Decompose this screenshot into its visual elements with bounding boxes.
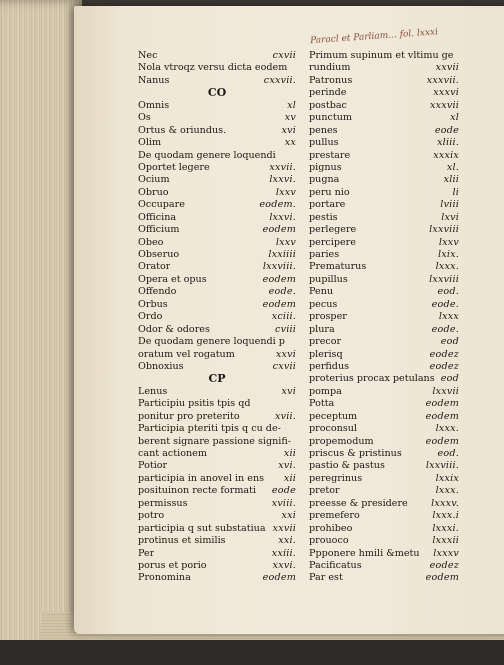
index-entry bbox=[309, 212, 459, 224]
entry-term: Obeo bbox=[138, 236, 164, 248]
index-entry bbox=[309, 398, 459, 410]
entry-term: pretor bbox=[309, 485, 340, 497]
index-entry bbox=[309, 249, 459, 261]
entry-term: pecus bbox=[309, 298, 338, 310]
index-entry bbox=[309, 349, 459, 361]
entry-folio: eodem bbox=[425, 410, 459, 422]
entry-folio: eode bbox=[434, 124, 459, 136]
entry-folio: lxxviii. bbox=[262, 261, 296, 273]
index-entry bbox=[138, 162, 296, 174]
entry-term: oratum vel rogatum bbox=[138, 348, 235, 360]
index-entry bbox=[309, 100, 459, 112]
entry-term: Os bbox=[138, 112, 151, 124]
entry-folio: lxxx. bbox=[435, 423, 459, 435]
entry-folio: eod. bbox=[437, 448, 459, 459]
index-entry bbox=[309, 436, 459, 448]
index-entry bbox=[138, 336, 296, 348]
entry-folio: lxvi bbox=[441, 211, 459, 223]
entry-term: perlegere bbox=[309, 224, 357, 236]
entry-folio: xxxvii bbox=[430, 99, 459, 111]
entry-term: Ppponere hmili &metu bbox=[309, 547, 420, 559]
index-entry bbox=[309, 137, 459, 149]
entry-term: Nola vtroqz versu dicta eodem bbox=[138, 62, 288, 74]
entry-term: precor bbox=[309, 336, 342, 348]
index-entry bbox=[138, 548, 296, 560]
entry-term: berent signare passione signifi- bbox=[138, 435, 291, 447]
entry-folio: eode bbox=[271, 485, 296, 497]
entry-term: Ordo bbox=[138, 311, 163, 323]
entry-term: prestare bbox=[309, 149, 351, 161]
entry-folio: eodem bbox=[262, 273, 296, 285]
entry-folio: xvi bbox=[281, 124, 296, 136]
entry-term: ponitur pro preterito bbox=[138, 410, 240, 422]
entry-folio: lxxxi. bbox=[432, 522, 459, 534]
entry-term: percipere bbox=[309, 236, 356, 248]
index-entry bbox=[138, 436, 296, 448]
index-entry bbox=[138, 411, 296, 423]
index-entry bbox=[138, 224, 296, 236]
background bbox=[0, 640, 504, 665]
entry-folio: xxiii. bbox=[271, 547, 296, 559]
entry-folio: lxxvii bbox=[432, 385, 459, 397]
entry-term: Officium bbox=[138, 224, 180, 236]
index-entry bbox=[309, 62, 459, 74]
section-heading bbox=[138, 373, 296, 385]
index-entry bbox=[138, 137, 296, 149]
entry-term: posituinon recte formati bbox=[138, 485, 257, 497]
entry-term: pullus bbox=[309, 137, 339, 149]
entry-folio: cxxvii. bbox=[263, 74, 296, 86]
index-entry bbox=[309, 150, 459, 162]
index-entry bbox=[138, 460, 296, 472]
index-entry bbox=[309, 423, 459, 435]
index-entry bbox=[309, 510, 459, 522]
entry-folio: li bbox=[452, 186, 459, 198]
entry-term: De quodam genere loquendi p bbox=[138, 336, 285, 348]
entry-folio: eodem bbox=[262, 572, 296, 584]
index-entry bbox=[138, 349, 296, 361]
entry-term: Potta bbox=[309, 398, 335, 410]
entry-folio: lxxxii bbox=[432, 535, 459, 547]
index-entry bbox=[138, 535, 296, 547]
entry-term: pignus bbox=[309, 161, 342, 173]
entry-folio: eodez bbox=[429, 559, 459, 571]
entry-folio: xciii. bbox=[271, 311, 296, 323]
entry-term: participia q sut substatiua bbox=[138, 522, 266, 534]
entry-folio: eodem bbox=[262, 224, 296, 236]
entry-folio: xl bbox=[287, 99, 296, 111]
entry-folio: xliii. bbox=[437, 137, 459, 149]
entry-term: Obnoxius bbox=[138, 360, 184, 372]
entry-term: Orbus bbox=[138, 298, 168, 310]
index-entry bbox=[309, 174, 459, 186]
index-entry bbox=[138, 100, 296, 112]
index-entry bbox=[138, 560, 296, 572]
entry-folio: eod. bbox=[437, 286, 459, 298]
index-entry bbox=[309, 386, 459, 398]
entry-term: CP bbox=[208, 373, 226, 386]
index-entry bbox=[138, 199, 296, 211]
entry-term: Occupare bbox=[138, 199, 185, 211]
entry-folio: eode. bbox=[431, 323, 459, 335]
entry-term: porus et porio bbox=[138, 559, 207, 571]
entry-term: Oportet legere bbox=[138, 161, 210, 173]
entry-folio: lxxxv bbox=[433, 547, 459, 559]
entry-term: Nanus bbox=[138, 74, 170, 86]
entry-term: pastio & pastus bbox=[309, 460, 385, 472]
index-entry bbox=[138, 386, 296, 398]
index-column-left bbox=[138, 50, 296, 585]
index-entry bbox=[309, 112, 459, 124]
entry-folio: xxvii bbox=[435, 62, 459, 74]
entry-term: perfidus bbox=[309, 360, 350, 372]
index-entry bbox=[309, 485, 459, 497]
section-heading bbox=[138, 87, 296, 99]
index-entry bbox=[138, 324, 296, 336]
entry-term: pompa bbox=[309, 385, 342, 397]
entry-term: punctum bbox=[309, 112, 353, 124]
index-entry bbox=[138, 398, 296, 410]
index-entry bbox=[138, 237, 296, 249]
entry-term: paries bbox=[309, 249, 340, 260]
index-entry bbox=[138, 150, 296, 162]
entry-term: Patronus bbox=[309, 74, 353, 86]
entry-folio: xxxvi bbox=[433, 87, 459, 99]
index-entry bbox=[309, 523, 459, 535]
entry-term: Lenus bbox=[138, 385, 168, 397]
index-entry bbox=[309, 361, 459, 373]
index-entry bbox=[309, 311, 459, 323]
index-entry bbox=[309, 373, 459, 385]
entry-term: proconsul bbox=[309, 423, 358, 435]
entry-folio: eode. bbox=[268, 286, 296, 298]
index-entry bbox=[138, 249, 296, 261]
entry-folio: cxvii bbox=[272, 360, 296, 372]
index-entry bbox=[309, 162, 459, 174]
entry-folio: xl bbox=[450, 112, 459, 124]
entry-term: Nec bbox=[138, 50, 158, 61]
index-entry bbox=[309, 336, 459, 348]
entry-term: peceptum bbox=[309, 410, 358, 422]
entry-folio: eodez bbox=[429, 360, 459, 372]
entry-term: De quodam genere loquendi bbox=[138, 149, 276, 161]
index-entry bbox=[138, 112, 296, 124]
entry-folio: eodem bbox=[425, 435, 459, 447]
entry-term: Omnis bbox=[138, 99, 170, 111]
index-entry bbox=[309, 187, 459, 199]
index-entry bbox=[309, 237, 459, 249]
index-entry bbox=[138, 473, 296, 485]
index-entry bbox=[138, 274, 296, 286]
index-entry bbox=[309, 324, 459, 336]
index-entry bbox=[309, 473, 459, 485]
entry-term: permissus bbox=[138, 497, 188, 509]
entry-term: priscus & pristinus bbox=[309, 448, 402, 459]
entry-term: Participia pteriti tpis q cu de- bbox=[138, 423, 281, 435]
entry-term: perinde bbox=[309, 87, 347, 99]
entry-folio: lxxx bbox=[438, 311, 459, 323]
entry-folio: lxxv bbox=[438, 236, 459, 248]
index-entry bbox=[138, 423, 296, 435]
index-entry bbox=[309, 460, 459, 472]
entry-folio: xv bbox=[284, 112, 296, 124]
index-entry bbox=[309, 274, 459, 286]
index-entry bbox=[138, 125, 296, 137]
index-entry bbox=[138, 361, 296, 373]
entry-folio: cxvii bbox=[272, 50, 296, 61]
entry-folio: lviii bbox=[440, 199, 459, 211]
entry-term: Ocium bbox=[138, 174, 170, 186]
entry-term: proterius procax petulans bbox=[309, 373, 435, 385]
entry-folio: eodez bbox=[429, 348, 459, 360]
entry-folio: xx bbox=[284, 137, 296, 149]
entry-term: Obseruo bbox=[138, 249, 180, 260]
index-entry bbox=[309, 286, 459, 298]
entry-folio: lxxv bbox=[275, 186, 296, 198]
entry-term: Pronomina bbox=[138, 572, 191, 584]
entry-term: Olim bbox=[138, 137, 162, 149]
entry-folio: xxvi. bbox=[272, 559, 296, 571]
index-entry bbox=[138, 523, 296, 535]
index-entry bbox=[138, 75, 296, 87]
index-entry bbox=[309, 498, 459, 510]
entry-folio: eod bbox=[440, 373, 459, 385]
entry-term: Opera et opus bbox=[138, 273, 207, 285]
entry-folio: lxxx.i bbox=[432, 510, 459, 522]
index-entry bbox=[309, 50, 459, 62]
entry-folio: xlii bbox=[443, 174, 459, 186]
entry-term: Participiu psitis tpis qd bbox=[138, 398, 251, 410]
entry-folio: lxxviii bbox=[429, 224, 459, 236]
entry-folio: eodem bbox=[262, 298, 296, 310]
index-entry bbox=[138, 485, 296, 497]
entry-term: CO bbox=[207, 87, 227, 100]
entry-term: participia in anovel in ens bbox=[138, 472, 265, 484]
index-entry bbox=[138, 174, 296, 186]
index-entry bbox=[138, 187, 296, 199]
entry-term: Pacificatus bbox=[309, 559, 362, 571]
entry-folio: lxxix bbox=[435, 472, 459, 484]
index-entry bbox=[309, 224, 459, 236]
entry-folio: lxxxv. bbox=[431, 497, 459, 509]
entry-term: Par est bbox=[309, 572, 343, 584]
entry-folio: xxxvii. bbox=[426, 74, 459, 86]
entry-term: Obruo bbox=[138, 186, 169, 198]
index-entry bbox=[309, 261, 459, 273]
index-entry bbox=[309, 535, 459, 547]
index-entry bbox=[138, 261, 296, 273]
entry-folio: xii bbox=[283, 448, 296, 459]
entry-folio: xl. bbox=[446, 161, 459, 173]
entry-folio: lxxiiii bbox=[268, 249, 296, 260]
entry-term: Per bbox=[138, 547, 155, 559]
entry-folio: xii bbox=[283, 472, 296, 484]
entry-folio: lxxx. bbox=[435, 261, 459, 273]
entry-folio: lxxx. bbox=[435, 485, 459, 497]
index-entry bbox=[138, 50, 296, 62]
entry-folio: lxix. bbox=[437, 249, 459, 260]
entry-folio: xxvii bbox=[272, 522, 296, 534]
entry-term: pugna bbox=[309, 174, 340, 186]
entry-folio: xxi. bbox=[278, 535, 296, 547]
index-entry bbox=[309, 125, 459, 137]
entry-folio: lxxv bbox=[275, 236, 296, 248]
entry-term: portare bbox=[309, 199, 346, 211]
entry-term: peregrinus bbox=[309, 472, 363, 484]
index-entry bbox=[138, 286, 296, 298]
entry-term: premefero bbox=[309, 510, 360, 522]
entry-folio: eodem. bbox=[259, 199, 296, 211]
index-entry bbox=[138, 510, 296, 522]
entry-folio: lxxviii. bbox=[425, 460, 459, 472]
entry-term: postbac bbox=[309, 99, 347, 111]
entry-folio: xvi bbox=[281, 385, 296, 397]
index-entry bbox=[138, 62, 296, 74]
entry-term: prouoco bbox=[309, 535, 349, 547]
entry-folio: xxvi bbox=[275, 348, 296, 360]
index-entry bbox=[138, 498, 296, 510]
entry-folio: xvi. bbox=[278, 460, 296, 472]
entry-term: Penu bbox=[309, 286, 334, 298]
entry-term: preesse & presidere bbox=[309, 497, 408, 509]
index-entry bbox=[138, 212, 296, 224]
index-entry bbox=[138, 572, 296, 584]
entry-folio: eodem bbox=[425, 572, 459, 584]
entry-term: Primum supinum et vltimu ge bbox=[309, 50, 454, 61]
index-entry bbox=[309, 560, 459, 572]
index-column-right bbox=[309, 50, 459, 585]
entry-folio: eod bbox=[440, 336, 459, 348]
entry-folio: eode. bbox=[431, 298, 459, 310]
entry-term: Odor & odores bbox=[138, 323, 210, 335]
entry-term: Offendo bbox=[138, 286, 177, 298]
page-edges bbox=[0, 0, 82, 665]
index-entry bbox=[309, 199, 459, 211]
index-entry bbox=[309, 75, 459, 87]
entry-term: peru nio bbox=[309, 186, 350, 198]
entry-term: Officina bbox=[138, 211, 177, 223]
entry-folio: xxxix bbox=[433, 149, 459, 161]
entry-term: cant actionem bbox=[138, 448, 207, 459]
entry-term: protinus et similis bbox=[138, 535, 226, 547]
entry-term: propemodum bbox=[309, 435, 374, 447]
entry-folio: lxxvi. bbox=[269, 211, 296, 223]
entry-term: plerisq bbox=[309, 348, 343, 360]
index-entry bbox=[309, 87, 459, 99]
entry-folio: lxxvi. bbox=[269, 174, 296, 186]
entry-term: Orator bbox=[138, 261, 171, 273]
entry-folio: cviii bbox=[275, 323, 296, 335]
entry-term: plura bbox=[309, 323, 335, 335]
entry-term: Ortus & oriundus. bbox=[138, 124, 227, 136]
entry-term: prohibeo bbox=[309, 522, 353, 534]
entry-folio: eodem bbox=[425, 398, 459, 410]
entry-term: potro bbox=[138, 510, 165, 522]
index-entry bbox=[309, 299, 459, 311]
index-entry bbox=[309, 411, 459, 423]
index-entry bbox=[309, 572, 459, 584]
entry-folio: xvii. bbox=[274, 410, 296, 422]
marginal-note: Paracl et Parliam... fol. lxxxi bbox=[309, 27, 439, 47]
index-entry bbox=[138, 311, 296, 323]
entry-folio: xviii. bbox=[271, 497, 296, 509]
entry-term: pupillus bbox=[309, 273, 348, 285]
index-entry bbox=[138, 299, 296, 311]
entry-folio: xxi bbox=[281, 510, 296, 522]
index-entry bbox=[138, 448, 296, 460]
entry-term: rundium bbox=[309, 62, 351, 74]
entry-term: prosper bbox=[309, 311, 347, 323]
entry-folio: lxxviii bbox=[429, 273, 459, 285]
entry-folio: xxvii. bbox=[269, 161, 296, 173]
entry-term: penes bbox=[309, 124, 338, 136]
entry-term: pestis bbox=[309, 211, 338, 223]
index-entry bbox=[309, 448, 459, 460]
entry-term: Prematurus bbox=[309, 261, 367, 273]
index-entry bbox=[309, 548, 459, 560]
entry-term: Potior bbox=[138, 460, 168, 472]
